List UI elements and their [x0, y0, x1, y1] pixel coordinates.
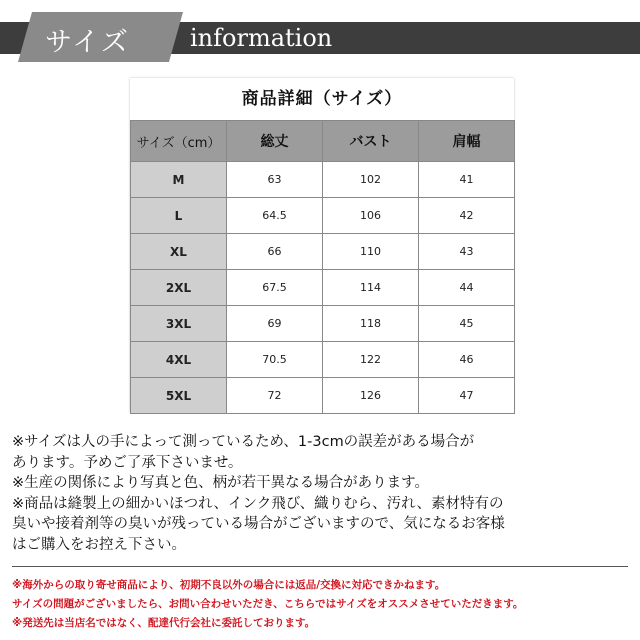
length-cell: 69 [227, 306, 323, 342]
shoulder-cell: 46 [419, 342, 515, 378]
header-tab-label: サイズ [45, 27, 130, 58]
table-title: 商品詳細（サイズ） [130, 78, 514, 120]
header-cell-length: 総丈 [227, 121, 323, 162]
length-cell: 64.5 [227, 198, 323, 234]
divider [12, 566, 628, 567]
warning-line: サイズの問題がございましたら、お問い合わせいただき、こちらではサイズをオススメさせていただきます。 [12, 598, 524, 610]
size-cell: 5XL [131, 378, 227, 414]
shoulder-cell: 41 [419, 162, 515, 198]
warning-notes [12, 576, 632, 633]
note-line: ※サイズは人の手によって測っているため、1-3cmの誤差がある場合が [12, 434, 475, 450]
length-cell: 63 [227, 162, 323, 198]
length-cell: 72 [227, 378, 323, 414]
shoulder-cell: 43 [419, 234, 515, 270]
table-row [131, 306, 515, 342]
size-table-panel [130, 78, 514, 412]
warning-line: ※海外からの取り寄せ商品により、初期不良以外の場合には返品/交換に対応できかねます。 [12, 579, 446, 591]
bust-cell: 118 [323, 306, 419, 342]
shoulder-cell: 45 [419, 306, 515, 342]
size-cell: M [131, 162, 227, 198]
note-line: はご購入をお控え下さい。 [12, 536, 186, 553]
header-cell-size: サイズ（cm） [131, 121, 227, 162]
bust-cell: 102 [323, 162, 419, 198]
size-cell: 2XL [131, 270, 227, 306]
bust-cell: 122 [323, 342, 419, 378]
header-cell-shoulder: 肩幅 [419, 121, 515, 162]
size-table [130, 120, 515, 414]
bust-cell: 126 [323, 378, 419, 414]
shoulder-cell: 42 [419, 198, 515, 234]
table-header-row [131, 121, 515, 162]
header-title: information [190, 24, 333, 52]
bust-cell: 114 [323, 270, 419, 306]
size-cell: 3XL [131, 306, 227, 342]
length-cell: 67.5 [227, 270, 323, 306]
table-row [131, 162, 515, 198]
size-cell: 4XL [131, 342, 227, 378]
bust-cell: 106 [323, 198, 419, 234]
shoulder-cell: 44 [419, 270, 515, 306]
note-line: 臭いや接着剤等の臭いが残っている場合がございますので、気になるお客様 [12, 516, 505, 532]
bust-cell: 110 [323, 234, 419, 270]
table-row [131, 342, 515, 378]
notes-block [12, 432, 632, 555]
table-row [131, 378, 515, 414]
warning-line: ※発送先は当店名ではなく、配達代行会社に委託しております。 [12, 617, 316, 629]
note-line: あります。予めご了承下さいませ。 [12, 454, 243, 471]
size-cell: L [131, 198, 227, 234]
note-line: ※生産の関係により写真と色、柄が若干異なる場合があります。 [12, 475, 429, 491]
section-header [0, 12, 640, 62]
table-row [131, 198, 515, 234]
length-cell: 66 [227, 234, 323, 270]
shoulder-cell: 47 [419, 378, 515, 414]
table-row [131, 234, 515, 270]
header-cell-bust: バスト [323, 121, 419, 162]
table-row [131, 270, 515, 306]
length-cell: 70.5 [227, 342, 323, 378]
note-line: ※商品は縫製上の細かいほつれ、インク飛び、織りむら、汚れ、素材特有の [12, 495, 504, 512]
size-cell: XL [131, 234, 227, 270]
